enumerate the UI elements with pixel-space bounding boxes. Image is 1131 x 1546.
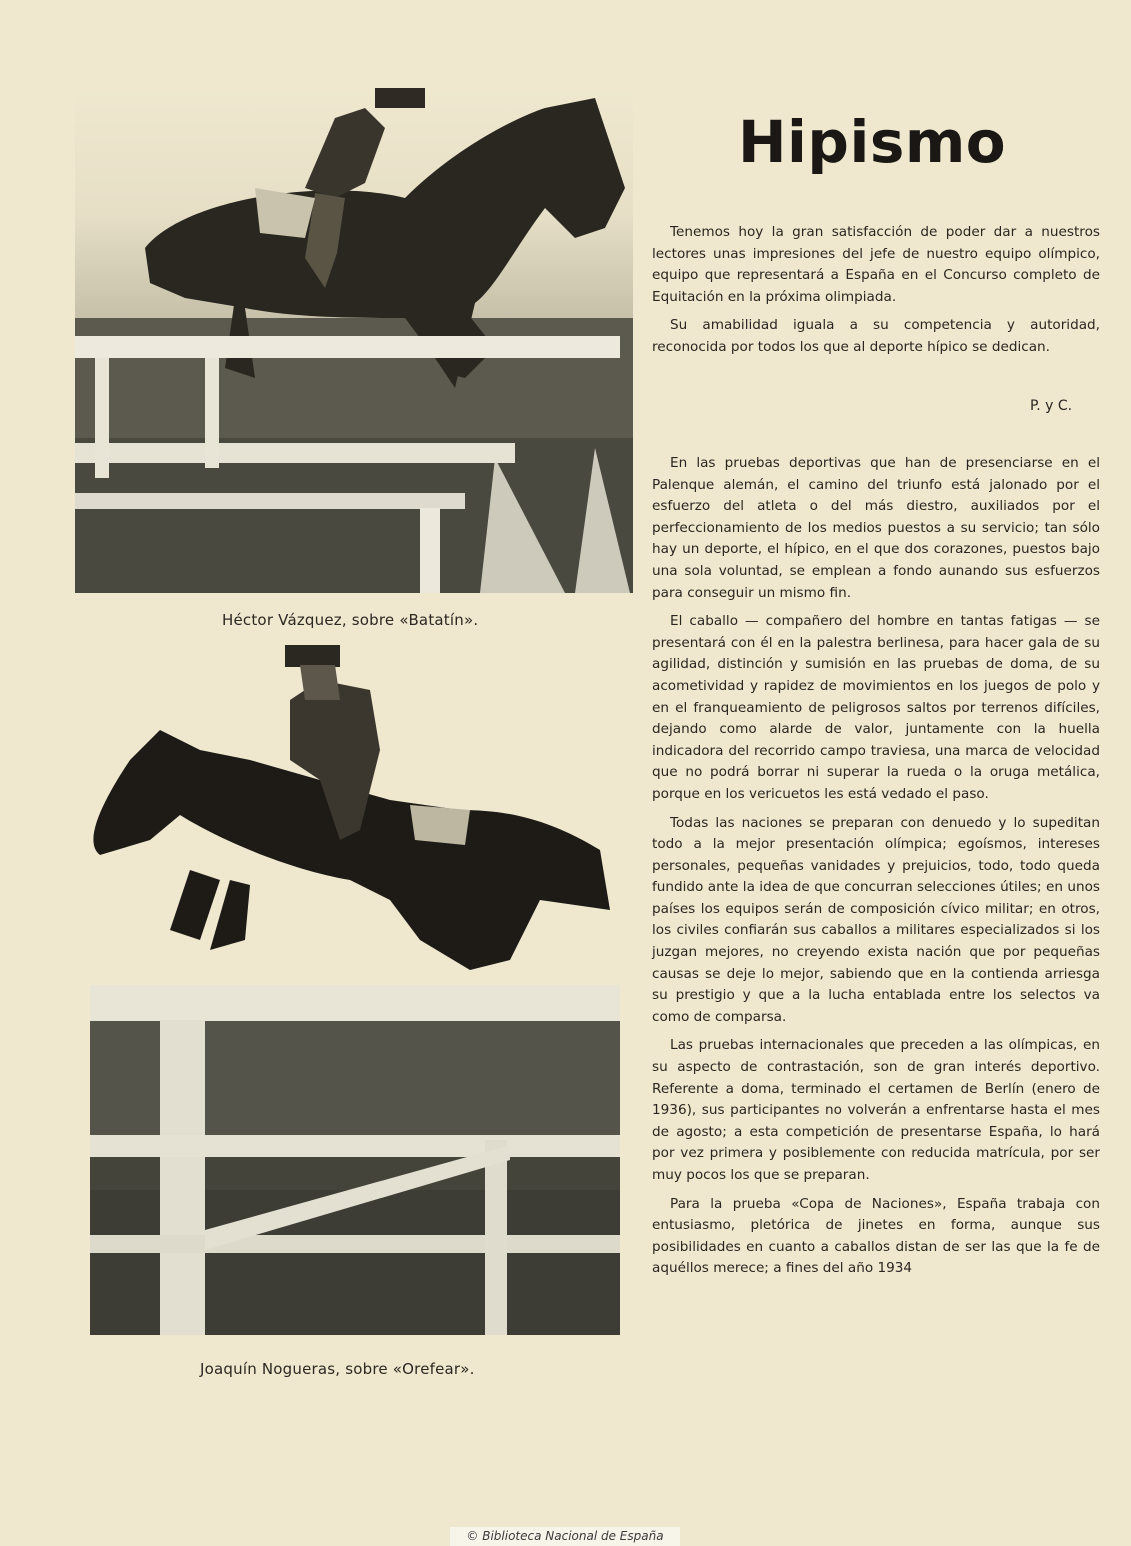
intro-paragraph: Su amabilidad iguala a su competencia y autoridad, reconocida por todos los que al deporte hípico se dedican.: [652, 317, 1100, 355]
intro-paragraph: Tenemos hoy la gran satisfacción de poder dar a nuestros lectores unas impresiones del jefe de nuestro equipo olímpico, equipo que representará a España en el Concurso completo de Equitación en la próxima olimpiada.: [652, 224, 1100, 305]
body-paragraph: El caballo — compañero del hombre en tantas fatigas — se presentará con él en la palestra berlinesa, para hacer gala de su agilidad, distinción y sumisión en las pruebas de doma, de su acometividad y rapidez de movimientos en los juegos de polo y en el franqueamiento de peligrosos saltos por terrenos difíciles, dejando como alarde de valor, juntamente con la huella indicadora del recorrido campo traviesa, una marca de velocidad que no podrá borrar ni superar la rueda o la oruga metálica, porque en los vericuetos les está vedado el paso.: [652, 613, 1100, 802]
article-body: [652, 453, 1100, 1287]
body-paragraph: En las pruebas deportivas que han de presenciarse en el Palenque alemán, el camino del triunfo está jalonado por el esfuerzo del atleta o del más diestro, auxiliados por el perfeccionamiento de los medios puestos a su servicio; tan sólo hay un deporte, el hípico, en el que dos corazones, puestos bajo una sola voluntad, se emplean a fondo aunando sus esfuerzos para conseguir un mismo fin.: [652, 455, 1100, 601]
body-paragraph: Todas las naciones se preparan con denuedo y lo supeditan todo a la mejor presentación olímpica; egoísmos, intereses personales, pequeñas vanidades y prejuicios, todo, todo queda fundido ante la idea de que concurran selecciones útiles; en unos países los equipos serán de composición cívico militar; en otros, los civiles confiarán sus caballos a militares especializados si los juzgan mejores, no creyendo exista nación que por pequeñas causas se deje lo mejor, sabiendo que en la contienda arriesga su prestigio y que a la lucha entablada entre los selectos va como de comparsa.: [652, 814, 1100, 1025]
body-paragraph: Las pruebas internacionales que preceden a las olímpicas, en su aspecto de contrastación, son de gran interés deportivo. Referente a doma, terminado el certamen de Berlín (enero de 1936), sus participantes no volverán a enfrentarse hasta el mes de agosto; a esta competición de presentarse España, lo hará por vez primera y posiblemente con reducida matrícula, por ser muy pocos los que se preparan.: [652, 1037, 1100, 1183]
photo-joaquin-nogueras: [90, 640, 620, 1335]
photo-caption-1: Héctor Vázquez, sobre «Batatín».: [222, 611, 479, 629]
body-paragraph: Para la prueba «Copa de Naciones», España trabaja con entusiasmo, pletórica de jinetes en forma, aunque sus posibilidades en cuanto a caballos distan de ser las que la fe de aquéllos merece; a fines del año 1934: [652, 1195, 1100, 1277]
photo-caption-2: Joaquín Nogueras, sobre «Orefear».: [200, 1360, 475, 1378]
article-title: Hipismo: [738, 108, 1007, 176]
article-intro: [652, 222, 1100, 366]
horse-jump-image-1: [75, 88, 633, 593]
library-credit: © Biblioteca Nacional de España: [450, 1527, 680, 1546]
photo-hector-vazquez: [75, 88, 633, 593]
author-signature: P. y C.: [1030, 398, 1073, 414]
horse-jump-image-2: [90, 640, 620, 1335]
